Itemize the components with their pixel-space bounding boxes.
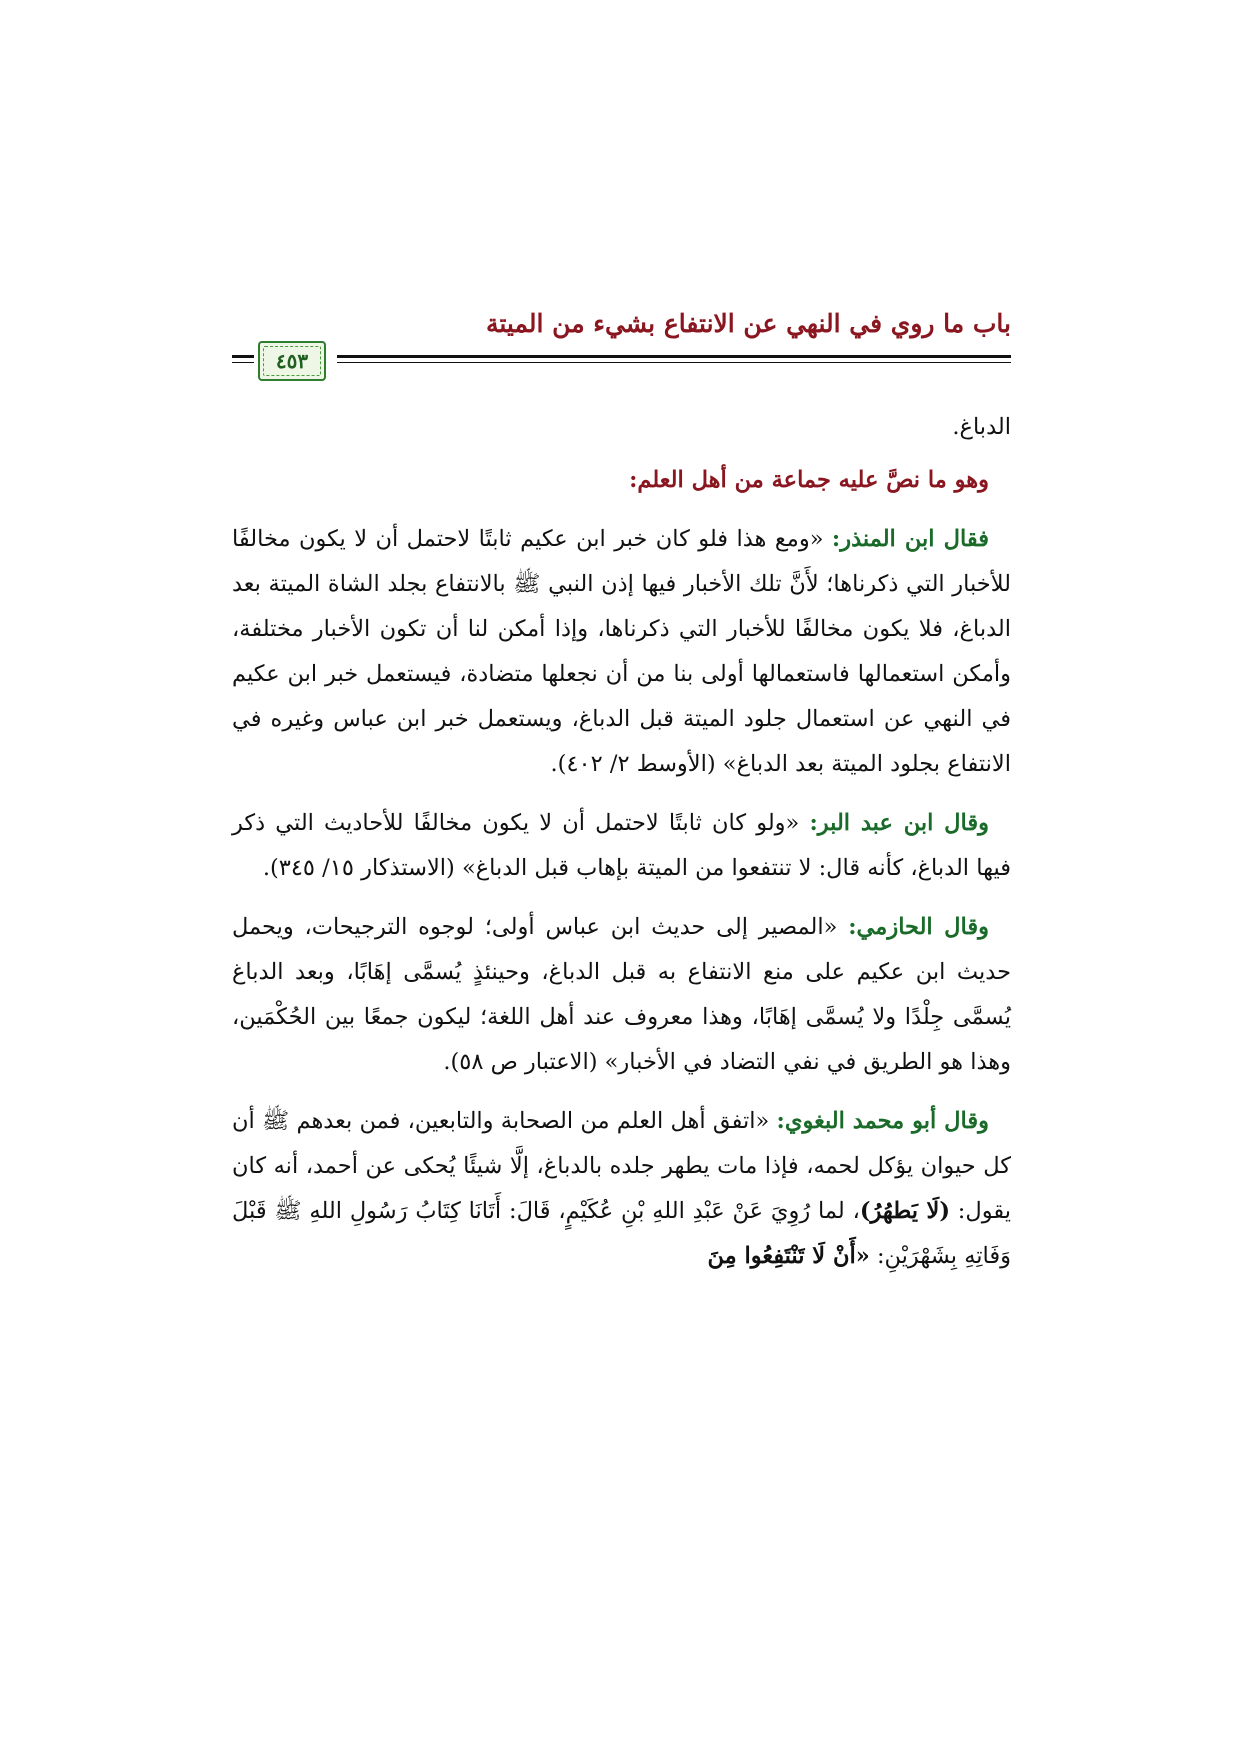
paragraph-ibn-abdalbarr: [232, 801, 1011, 891]
page-number: ٤٥٣: [275, 349, 309, 373]
speaker-label: وقال ابن عبد البر:: [809, 810, 989, 836]
speaker-label: وقال أبو محمد البغوي:: [776, 1108, 989, 1134]
speaker-label: فقال ابن المنذر:: [831, 526, 989, 552]
header-rule-thin: [337, 362, 1011, 363]
page-number-badge: [258, 341, 326, 381]
paragraph-alhazimi: [232, 905, 1011, 1085]
speaker-label: وقال الحازمي:: [848, 914, 989, 940]
paragraph-ibn-almundhir: [232, 517, 1011, 787]
bold-quote: (لَا يَطهُرُ): [859, 1198, 950, 1224]
quote-text: «المصير إلى حديث ابن عباس أولى؛ لوجوه الترجيحات، ويحمل حديث ابن عكيم على منع الانتفاع به قبل الدباغ، وحينئذٍ يُسمَّى إهَابًا، وبعد الدباغ يُسمَّى جِلْدًا ولا يُسمَّى إهَابًا، وهذا معروف عند أهل اللغة؛ ليكون جمعًا بين الحُكْمَين، وهذا هو الطريق في نفي التضاد في الأخبار» (الاعتبار ص ٥٨).: [232, 914, 1011, 1075]
page-header: [232, 305, 1011, 385]
header-rule-left: [232, 355, 254, 358]
header-rule: [337, 355, 1011, 358]
paragraph-albaghawi: [232, 1099, 1011, 1279]
quote-text: «اتفق أهل العلم من الصحابة والتابعين، فمن بعدهم ﷺ أن كل حيوان يؤكل لحمه، فإذا مات يطهر جلده بالدباغ، إلَّا شيئًا يُحكى عن أحمد، أنه كان يقول:: [232, 1108, 1011, 1224]
paragraph-continuation: الدباغ.: [952, 414, 1011, 440]
quote-text: «ولو كان ثابتًا لاحتمل أن لا يكون مخالفًا للأحاديث التي ذكر فيها الدباغ، كأنه قال: لا تنتفعوا من الميتة بإهاب قبل الدباغ» (الاستذكار ١٥/ ٣٤٥).: [232, 810, 1011, 881]
page-body: [232, 405, 1011, 1293]
section-heading: وهو ما نصَّ عليه جماعة من أهل العلم:: [629, 467, 989, 493]
bold-quote: «أَنْ لَا تَنْتَفِعُوا مِنَ: [707, 1243, 870, 1269]
chapter-title: باب ما روي في النهي عن الانتفاع بشيء من الميتة: [485, 309, 1011, 338]
quote-text: «ومع هذا فلو كان خبر ابن عكيم ثابتًا لاحتمل أن لا يكون مخالفًا للأخبار التي ذكرناها؛ لأَنَّ تلك الأخبار فيها إذن النبي ﷺ بالانتفاع بجلد الشاة الميتة بعد الدباغ، فلا يكون مخالفًا للأخبار التي ذكرناها، وإذا أمكن لنا أن تكون الأخبار مختلفة، وأمكن استعمالها فاستعمالها أولى بنا من أن نجعلها متضادة، فيستعمل خبر ابن عكيم في النهي عن استعمال جلود الميتة قبل الدباغ، ويستعمل خبر ابن عباس وغيره في الانتفاع بجلود الميتة بعد الدباغ» (الأوسط ٢/ ٤٠٢).: [232, 526, 1011, 777]
header-rule-left-thin: [232, 362, 254, 363]
quote-text: ، لما رُوِيَ عَنْ عَبْدِ اللهِ بْنِ عُكَيْمٍ، قَالَ: أَتَانَا كِتَابُ رَسُولِ اللهِ ﷺ قَبْلَ وَفَاتِهِ بِشَهْرَيْنِ:: [232, 1198, 1011, 1269]
